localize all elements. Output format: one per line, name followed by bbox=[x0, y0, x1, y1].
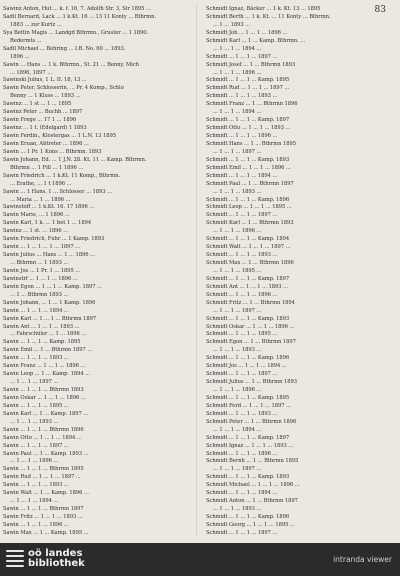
directory-entry-line: Schmidt Karl ... 1 ... Kamp. Bthrmn. ... bbox=[206, 37, 306, 44]
directory-entry-line: ... 1 ... Bthrmn 1893 ... bbox=[10, 291, 69, 298]
directory-entry-line: ... 1 ... 1 ... 1896 ... bbox=[213, 228, 262, 235]
directory-entry-line: ... 1 ... 1 ... 1894 ... bbox=[213, 426, 262, 433]
directory-entry-line: Sawin ... 1 ... 1 ... 1896 ... bbox=[3, 521, 69, 528]
directory-entry-line: Sawin Friedrich ... 1 k.Kt. 11 Komp., Bthrmn. bbox=[3, 172, 121, 179]
directory-entry-line: Schmidt Max ... 1 ... Bthrmn 1896 bbox=[206, 260, 294, 266]
directory-entry-line: Sawin ... 1 Hans. 1 ... Schlosser ... 1893 ... bbox=[3, 188, 112, 195]
directory-entry-line: Sawin Emil ... 1 ... Bthrmn 1897 ... bbox=[3, 347, 93, 354]
directory-entry-line: Schmidt Michael ... 1 ... 1 ... 1896 ... bbox=[206, 482, 300, 489]
directory-entry-line: ... 1 ... 1 ... 1894 ... bbox=[10, 498, 59, 505]
directory-entry-line: Schmidt ... 1 ... 1 ... 1894 ... bbox=[206, 490, 278, 497]
directory-entry-line: Sawin Karl ... 1 ... Kamp. 1897 ... bbox=[3, 410, 89, 417]
directory-entry-line: Sawin Johann, Ed. ... 1 J.N. 28. Kt. 11 ... Kamp. Bthrmn. bbox=[3, 156, 147, 163]
directory-entry-line: Schmidt ... 1 ... 1 ... 1897 ... bbox=[206, 212, 278, 219]
directory-entry-line: Schmidt ... 1 ... 1 ... Kamp. 1895 bbox=[206, 394, 290, 401]
directory-entry-line: Schmidt Bernh ... 1 ... Bthrmn 1895 bbox=[206, 458, 299, 465]
directory-entry-line: Sawin Franz ... 1 ... 1 ... 1896 ... bbox=[3, 363, 86, 370]
directory-entry-line: Schmidt ... 1 ... 1 ... Kamp. 1897 bbox=[206, 275, 290, 282]
directory-entry-line: Sawin Paul ... 1 ... Kamp. 1893 ... bbox=[3, 450, 89, 457]
directory-entry-line: Schmidt Peter ... 1 ... Bthrmn 1896 bbox=[206, 418, 297, 425]
directory-entry-line: Bthrmn ... 1 Fill ... 1 1896 ... bbox=[10, 164, 84, 171]
directory-entry-line: Schmidt ... 1 ... 1 ... Kamp. 1893 bbox=[206, 156, 290, 163]
directory-entry-line: Sawin Max ... 1 ... Kamp. 1895 ... bbox=[3, 529, 89, 536]
directory-entry-line: Sawin Johann, ... 1 ... 1 Kamp. 1896 bbox=[3, 299, 96, 306]
directory-entry-line: Schmidt Jos ... 1 ... 1 ... 1894 ... bbox=[206, 363, 287, 370]
directory-entry-line: Sawinz ... 1 st. ... 1896 ... bbox=[3, 228, 69, 235]
directory-entry-line: Sawin Otto ... 1 ... 1 ... 1894 ... bbox=[3, 434, 82, 441]
directory-entry-line: ... 1 ... 1 ... 1897 ... bbox=[10, 379, 59, 386]
directory-entry-line: Sawin Marie, ... 1 1896 ... bbox=[3, 212, 70, 219]
directory-entry-line: Sawinz Peter ... Buchh ... 1897 bbox=[3, 109, 83, 116]
directory-entry-line: Schmidt ... 1 ... 1 ... 1897 ... bbox=[206, 529, 278, 536]
directory-entry-line: Schmidt Anton ... 1 ... Bthrmn 1897 bbox=[206, 498, 298, 505]
directory-entry-line: Schmidt ... 1 ... 1 ... 1896 ... bbox=[206, 291, 278, 298]
directory-entry-line: Sawin ... 1 ... 1 ... 1 ... 1897 ... bbox=[3, 244, 80, 251]
directory-entry-line: Sawinz ... 1 st ... 1 ... 1895 bbox=[3, 101, 72, 108]
directory-entry-line: Schmidt Berth ... 1 k. Kt. ... 11 Konty ... Bthrmn. bbox=[206, 13, 331, 20]
directory-entry-line: ... 1 ... 1 ... 1893 ... bbox=[213, 188, 262, 195]
directory-entry-line: Sawinz ... 1 t. (Edelgard) 1 1893 bbox=[3, 125, 87, 132]
directory-entry-line: ... 1896, 1897 ... bbox=[10, 69, 52, 76]
directory-entry-line: Sawin Walt ... 1 ... Kamp. 1896 ... bbox=[3, 490, 89, 497]
directory-entry-line: ... 1 ... 1 ... 1896 ... bbox=[213, 69, 262, 76]
directory-entry-line: Schmidt ... 1 ... 1 ... 1893 ... bbox=[206, 252, 278, 259]
directory-entry-line: Schmidt Ferd ... 1 ... 1 ... 1897 ... bbox=[206, 402, 291, 409]
directory-entry-line: ... 1 ... 1 ... 1896 ... bbox=[213, 387, 262, 393]
library-logo-text bbox=[28, 549, 85, 569]
directory-entry-line: Schmidt Leop ... 1 ... 1 ... 1895 ... bbox=[206, 204, 292, 211]
directory-entry-line: Schmidt Oskar ... 1 ... 1 ... 1896 ... bbox=[206, 323, 295, 330]
directory-entry-line: Schmidt ... 1 ... 1 ... 1897 ... bbox=[206, 53, 278, 60]
directory-entry-line: Sawin ... 1 ... 1 ... 1893 ... bbox=[3, 482, 69, 489]
directory-entry-line: Schmidt ... 1 ... 1 ... 1893 ... bbox=[206, 410, 278, 417]
directory-entry-line: Sadil Bernard, Lack ... 1 k.Kt. 16 ... 13 11 Konty ... Bthrmn. bbox=[3, 13, 156, 20]
directory-entry-line: ... 1 ... 1 ... 1894 ... bbox=[213, 109, 262, 116]
directory-entry-line: Sawin Leop ... 1 ... Kamp. 1894 ... bbox=[3, 371, 91, 378]
directory-entry-line: Sawin Jos ... 1 Pr. 1 ... 1895 ... bbox=[3, 267, 81, 274]
directory-entry-line: Sawinz Anton, Hut ... k. f. 16, 7. Adolfh Str. 3, Sir 1895 ... bbox=[3, 6, 151, 12]
logo-line-2: bibliothek bbox=[28, 558, 85, 569]
directory-entry-line: ... 1 ... 1 ... 1893 ... bbox=[213, 347, 262, 354]
directory-entry-line: Schmidt ... 1 ... 1 ... Kamp. 1893 bbox=[206, 474, 290, 481]
directory-entry-line: ... 1 ... 1 ... 1897 ... bbox=[213, 307, 262, 314]
logo-line-1: oö landes bbox=[28, 548, 83, 559]
directory-entry-line: Schmidt Egon ... 1 ... Bthrmn 1897 bbox=[206, 339, 296, 346]
directory-entry-line: Schmidt Ant ... 1 ... 1 ... 1893 ... bbox=[206, 283, 288, 290]
directory-entry-line: Sawin ... 1 ... 1 ... Bthrmn 1897 bbox=[3, 506, 84, 513]
directory-entry-line: Sawin ... 1 ... 1 ... 1894 ... bbox=[3, 307, 69, 314]
directory-entry-line: Sawin Karl ... 1 ... 1 ... Bthrmn 1897 bbox=[3, 315, 97, 322]
directory-entry-line: Schmidt ... 1 ... 1 ... 1897 ... bbox=[206, 371, 278, 378]
directory-entry-line: 1883 ... zur Kurtz ... bbox=[10, 21, 62, 28]
left-column bbox=[3, 6, 189, 538]
directory-entry-line: Sawin Ferdin., Klostergas ... 1 L.N. 13 1895 bbox=[3, 133, 116, 139]
directory-entry-line: Sawinstoff ... 1 k.Kt. 16. 17 1896 ... bbox=[3, 204, 95, 211]
directory-entry-line: Sawinstrf ... 1 ... 1 ... 1896 ... bbox=[3, 275, 78, 282]
directory-entry-line: Schmidt Emil ... 1 ... 1 ... 1896 ... bbox=[206, 164, 291, 171]
directory-entry-line: Schmidt Franz ... 1 ... Bthrmn 1896 bbox=[206, 101, 298, 108]
directory-entry-line: Sawin Oskar ... 1 ... 1 ... 1896 ... bbox=[3, 394, 86, 401]
directory-entry-line: ... 1 ... 1 ... 1893 ... bbox=[213, 506, 262, 513]
directory-entry-line: ... 1 ... 1 ... 1896 ... bbox=[10, 458, 59, 465]
directory-entry-line: Schmidt ... 1 ... 1 ... 1896 ... bbox=[206, 450, 278, 457]
directory-entry-line: Schmidt ... 1 ... 1 ... 1895 ... bbox=[206, 331, 278, 338]
directory-entry-line: Sawin ... 1 ... 1 ... 1897 ... bbox=[3, 442, 69, 449]
directory-entry-line: Schmidt Julius ... 1 ... Bthrmn 1893 bbox=[206, 379, 297, 386]
directory-entry-line: ... 1 ... 1 ... 1893 ... bbox=[10, 418, 59, 425]
directory-entry-line: 1896 ... bbox=[10, 53, 30, 60]
directory-entry-line: Schmidt Georg ... 1 ... 1 ... 1895 ... bbox=[206, 521, 295, 528]
library-logo-icon bbox=[6, 548, 24, 570]
directory-entry-line: Schmidt ... 1 ... 1 ... Kamp. 1897 bbox=[206, 434, 290, 441]
directory-entry-line: Redermts ... bbox=[10, 37, 42, 44]
directory-entry-line: Sawin ... 1 ... 1 ... Bthrmn 1893 bbox=[3, 387, 84, 393]
directory-entry-line: Schmidt ... 1 ... 1 ... 1893 ... bbox=[206, 93, 278, 100]
directory-entry-line: Schmidt ... 1 ... 1 ... Kamp. 1896 bbox=[206, 355, 290, 362]
directory-entry-line: ... Fahrschüler ... 1 ... 1896 ... bbox=[10, 331, 87, 338]
column-divider bbox=[196, 4, 197, 536]
directory-entry-line: Sawinski Julius, 1 L. II. 18, 13 ... bbox=[3, 77, 87, 84]
directory-entry-line: Schmidt ... 1 ... 1 ... Kamp. 1897 bbox=[206, 117, 290, 124]
directory-entry-line: Schmidt Rud ... 1 ... 1 ... 1897 ... bbox=[206, 85, 290, 92]
directory-entry-line: Sawin Fritz ... 1 ... 1 ... 1893 ... bbox=[3, 514, 83, 520]
directory-entry-line: Schmidt ... 1 ... 1 ... Kamp. 1896 bbox=[206, 196, 290, 203]
directory-entry-line: Schmidt ... 1 ... 1 ... 1894 ... bbox=[206, 172, 278, 179]
directory-entry-line: Sawin Friedrich, Fuhr ... 1 Kamp. 1893 bbox=[3, 236, 105, 243]
directory-entry-line: Sawin ... Hans ... 1 k. Bthrmn., St. 21 ... Benny, Mich bbox=[3, 61, 139, 68]
directory-entry-line: Sawin ... 1 Pr. 1 Kons ... Bthrmn. 1893 bbox=[3, 148, 102, 155]
directory-entry-line: Sawin ... 1 ... 1 ... Bthrmn 1895 bbox=[3, 466, 84, 473]
right-column bbox=[206, 6, 392, 538]
directory-entry-line: Schmidt Ignaz ... 1 ... 1 ... 1893 ... bbox=[206, 442, 294, 449]
directory-entry-line: ... 1 ... 1 ... 1897 ... bbox=[213, 148, 262, 155]
directory-entry-line: Schmidt ... 1 ... 1 ... Kamp. 1895 bbox=[206, 77, 290, 84]
directory-entry-line: ... Erathe, ... 1 t 1896 ... bbox=[10, 180, 72, 187]
viewer-footer bbox=[0, 543, 400, 576]
directory-entry-line: Sawin Frege ... 17 1 ... 1896 bbox=[3, 117, 77, 124]
directory-entry-line: Sawin Peter, Schlosserin, ... Pr. 4 Komp., Schlo bbox=[3, 85, 124, 92]
directory-entry-line: Schmidt Karl ... 1 ... Bthrmn 1893 bbox=[206, 220, 294, 227]
directory-entry-line: ... Bthrmn ... 1 1893 ... bbox=[10, 260, 69, 266]
directory-entry-line: ... 1 ... 1 ... 1894 ... bbox=[213, 45, 262, 52]
directory-entry-line: Schmidt Joh ... 1 ... 1 ... 1896 ... bbox=[206, 29, 288, 36]
directory-entry-line: Schmidt ... 1 ... 1 ... Kamp. 1896 bbox=[206, 514, 290, 520]
page-number: 83 bbox=[374, 5, 386, 15]
directory-entry-line: Sawin Ant ... 1 ... 1 ... 1893 ... bbox=[3, 323, 80, 330]
directory-entry-line: ... Maria ... 1 ... 1896 ... bbox=[10, 196, 71, 203]
directory-entry-line: Sawin ... 1 ... 1 ... Bthrmn 1896 bbox=[3, 426, 84, 433]
directory-entry-line: Sya Bettin Magis ... Landgd Bthrmn., Gruster ... 1 1890. bbox=[3, 29, 149, 36]
directory-entry-line: Schmidt Hans ... 1 ... Bthrmn 1895 bbox=[206, 140, 296, 147]
directory-entry-line: Schmidt ... 1 ... 1 ... 1896 ... bbox=[206, 133, 278, 139]
directory-entry-line: Schmidt Josef ... 1 ... Bthrmn 1893 bbox=[206, 61, 296, 68]
directory-entry-line: Sawin ... 1 ... 1 ... 1895 ... bbox=[3, 402, 69, 409]
directory-entry-line: Schmidt Otto ... 1 ... 1 ... 1893 ... bbox=[206, 125, 291, 132]
directory-entry-line: Sawin Eruan, Abtreter ... 1896 ... bbox=[3, 140, 89, 147]
directory-entry-line: Sawin ... 1 ... 1 ... 1893 ... bbox=[3, 355, 69, 362]
directory-entry-line: Schmidt ... 1 ... 1 ... Kamp. 1894 bbox=[206, 236, 290, 243]
directory-entry-line: Schmidt Paul ... 1 ... Bthrmn 1897 bbox=[206, 180, 294, 187]
directory-entry-line: Schmidt Fritz ... 1 ... Bthrmn 1894 bbox=[206, 299, 295, 306]
directory-entry-line: Sawin Julius ... Hans ... 1 ... 1896 ... bbox=[3, 252, 95, 259]
directory-entry-line: ... 1 ... 1 ... 1895 ... bbox=[213, 267, 262, 274]
directory-entry-line: Schmidt ... 1 ... 1 ... Kamp. 1893 bbox=[206, 315, 290, 322]
directory-entry-line: Sadil Michael ... Behring ... I.B. No. 60 ... 1893. bbox=[3, 45, 126, 52]
directory-entry-line: ... 1 ... 1 ... 1897 ... bbox=[213, 466, 262, 473]
viewer-label[interactable]: intranda viewer bbox=[333, 555, 392, 564]
directory-entry-line: Benny ... 1 Kluss ... 1893 ... bbox=[10, 93, 81, 100]
library-logo[interactable] bbox=[6, 548, 85, 570]
directory-entry-line: Sawin Karl, 1 k. ... 1 bet 1 ... 1894 bbox=[3, 220, 92, 227]
directory-entry-line: Sawin Rud ... 1 ... 1 ... 1897 ... bbox=[3, 474, 81, 481]
directory-entry-line: Schmidt Ignaz, Bäcker ... 1 k. Kt. 13 ... 1895 bbox=[206, 6, 321, 12]
directory-entry-line: Sawin Egon ... 1 ... 1 ... Kamp. 1897 ... bbox=[3, 283, 102, 290]
directory-entry-line: ... 1 ... 1893 ... bbox=[213, 21, 251, 28]
directory-entry-line: Schmidt Walt ... 1 ... 1 ... 1897 ... bbox=[206, 244, 291, 251]
directory-entry-line: Sawin ... 1 ... 1 ... Kamp. 1895 bbox=[3, 339, 81, 346]
